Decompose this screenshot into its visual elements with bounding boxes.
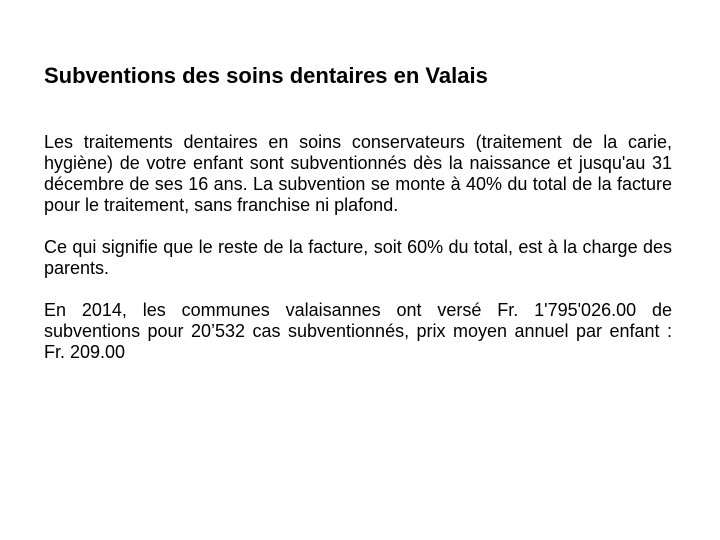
slide-body xyxy=(44,132,672,363)
paragraph-subsidy-description: Les traitements dentaires en soins conservateurs (traitement de la carie, hygiène) de votre enfant sont subventionnés dès la naissance et jusqu'au 31 décembre de ses 16 ans. La subvention se monte à 40% du total de la facture pour le traitement, sans franchise ni plafond. xyxy=(44,132,672,215)
slide-title: Subventions des soins dentaires en Valais xyxy=(44,63,488,88)
paragraph-parent-share: Ce qui signifie que le reste de la facture, soit 60% du total, est à la charge des parents. xyxy=(44,237,672,278)
paragraph-2014-statistics: En 2014, les communes valaisannes ont versé Fr. 1'795'026.00 de subventions pour 20’532 cas subventionnés, prix moyen annuel par enfant : Fr. 209.00 xyxy=(44,300,672,362)
